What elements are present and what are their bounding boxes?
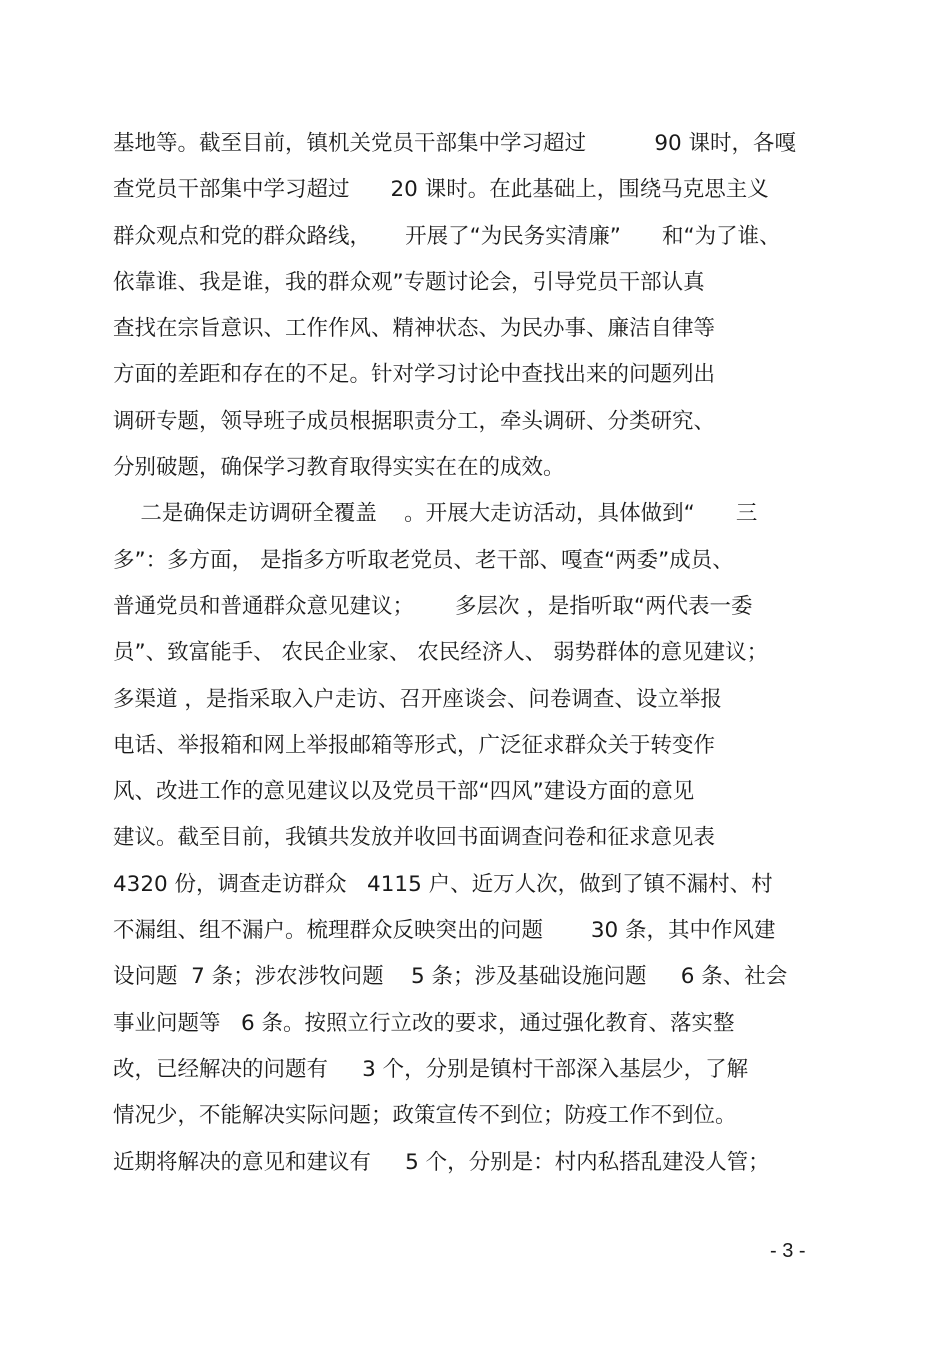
text-line: 多”：多方面， 是指多方听取老党员、老干部、嘎查“两委”成员、 [113, 547, 734, 573]
text-line: 设问题 7 条；涉农涉牧问题 5 条；涉及基础设施问题 6 条、社会 [113, 964, 788, 990]
text-line: 电话、举报箱和网上举报邮箱等形式，广泛征求群众关于转变作 [113, 732, 716, 758]
text-line: 分别破题，确保学习教育取得实实在在的成效。 [113, 455, 565, 481]
text-line: 近期将解决的意见和建议有 5 个，分别是：村内私搭乱建没人管； [113, 1149, 770, 1175]
text-line: 事业问题等 6 条。按照立行立改的要求，通过强化教育、落实整 [113, 1010, 735, 1036]
text-line: 方面的差距和存在的不足。针对学习讨论中查找出来的问题列出 [113, 362, 716, 388]
text-line: 基地等。截至目前，镇机关党员干部集中学习超过 90 课时，各嘎 [113, 131, 797, 156]
text-line: 调研专题，领导班子成员根据职责分工，牵头调研、分类研究、 [113, 408, 716, 434]
text-line: 二是确保走访调研全覆盖 。开展大走访活动，具体做到“ 三 [113, 501, 758, 527]
text-line: 员”、致富能手、 农民企业家、 农民经济人、 弱势群体的意见建议； [113, 640, 769, 666]
text-line: 多渠道 ，是指采取入户走访、召开座谈会、问卷调查、设立举报 [113, 686, 722, 712]
text-line: 普通党员和普通群众意见建议； 多层次 ，是指听取“两代表一委 [113, 593, 753, 619]
text-line: 情况少，不能解决实际问题；政策宣传不到位；防疫工作不到位。 [113, 1103, 737, 1129]
text-line: 查找在宗旨意识、工作作风、精神状态、为民办事、廉洁自律等 [113, 316, 716, 342]
body-text [113, 124, 843, 1189]
text-line: 4320 份，调查走访群众 4115 户、近万人次，做到了镇不漏村、村 [113, 871, 773, 897]
page-number: - 3 - [770, 1240, 806, 1262]
text-line: 风、改进工作的意见建议以及党员干部“四风”建设方面的意见 [113, 779, 695, 805]
text-line: 依靠谁、我是谁，我的群众观”专题讨论会，引导党员干部认真 [113, 269, 705, 295]
text-line: 查党员干部集中学习超过 20 课时。在此基础上，围绕马克思主义 [113, 177, 769, 203]
text-line: 群众观点和党的群众路线， 开展了“为民务实清廉” 和“为了谁、 [113, 223, 781, 249]
text-line: 改，已经解决的问题有 3 个，分别是镇村干部深入基层少，了解 [113, 1056, 749, 1082]
text-line: 建议。截至目前，我镇共发放并收回书面调查问卷和征求意见表 [113, 825, 716, 851]
text-line: 不漏组、组不漏户。梳理群众反映突出的问题 30 条，其中作风建 [113, 918, 776, 944]
